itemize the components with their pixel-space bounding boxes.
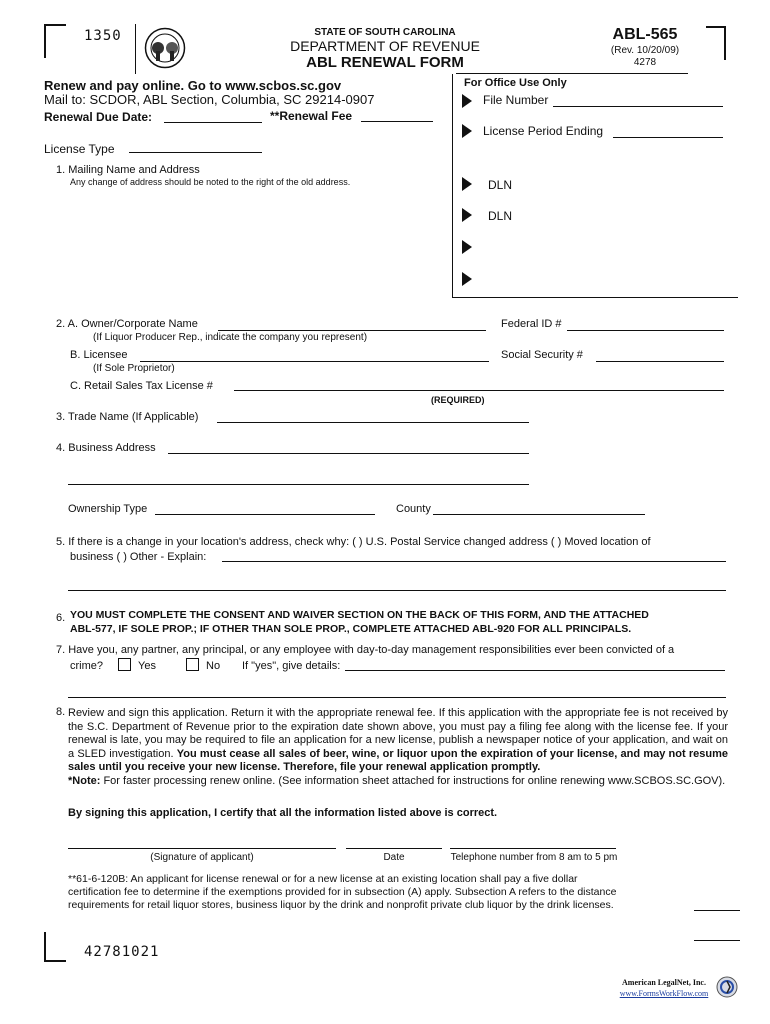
renewal-fee-label: **Renewal Fee (270, 109, 353, 123)
address-change-extra-field[interactable] (68, 590, 726, 591)
telephone-field[interactable] (450, 848, 616, 849)
details-field[interactable] (345, 670, 725, 671)
dln2-arrow-icon (462, 208, 472, 222)
revision-date: (Rev. 10/20/09) (610, 45, 680, 56)
county-label: County (396, 503, 431, 515)
business-address-field[interactable] (168, 453, 529, 454)
details-field-2[interactable] (68, 697, 726, 698)
section8-bold-text: You must cease all sales of beer, wine, or liquor upon the expiration of your license, and may not resume sales until you receive your new license. Therefore, file your renewal application promptly. (68, 747, 729, 774)
no-label: No (206, 660, 221, 672)
publisher-url: www.FormsWorkFlow.com (619, 989, 709, 998)
corner-mark-top-left (44, 24, 66, 58)
retail-tax-field[interactable] (234, 390, 724, 391)
mail-to-text: Mail to: SCDOR, ABL Section, Columbia, SC 29214-0907 (44, 92, 375, 107)
file-number-arrow-icon (462, 94, 472, 108)
corner-mark-top-right (706, 26, 726, 60)
trade-name-field[interactable] (217, 422, 529, 423)
mailing-label: 1. Mailing Name and Address (56, 164, 200, 176)
section6-number: 6. (56, 612, 66, 624)
file-number-field[interactable] (553, 106, 723, 107)
business-address-label: 4. Business Address (56, 442, 156, 454)
ssn-field[interactable] (596, 361, 724, 362)
no-checkbox[interactable] (186, 658, 199, 671)
signature-label: (Signature of applicant) (150, 852, 254, 863)
renew-online-text: Renew and pay online. Go to www.scbos.sc.gov (44, 78, 342, 93)
licensee-field[interactable] (140, 361, 489, 362)
retail-tax-label: C. Retail Sales Tax License # (70, 380, 213, 392)
address-change-explain-field[interactable] (222, 561, 726, 562)
trade-name-label: 3. Trade Name (If Applicable) (56, 411, 199, 423)
form-title: ABL RENEWAL FORM (306, 54, 464, 71)
publisher-logo-icon (716, 976, 738, 998)
county-field[interactable] (433, 514, 645, 515)
section8-text: Review and sign this application. Return it with the appropriate renewal fee. If this application with the appropriate fee is not received by the S.C. Department of Revenue prior to the expiration date shown above, you must pay a filing fee along with the license fee. If your renewal is late, you may be required to file an application for a new license, publish a newspaper notice of your application, and wait on a SLED investigation. (68, 707, 728, 760)
date-field[interactable] (346, 848, 442, 849)
department-name: DEPARTMENT OF REVENUE (290, 38, 480, 54)
note-text: For faster processing renew online. (See information sheet attached for instructions for online renewing www.SCBOS.SC.GOV). (103, 774, 726, 787)
ownership-type-field[interactable] (155, 514, 375, 515)
required-note: (REQUIRED) (431, 395, 485, 405)
dln2-label: DLN (488, 209, 513, 223)
renewal-due-date-field[interactable] (164, 122, 262, 123)
office-use-box (452, 74, 453, 298)
state-seal-icon (144, 27, 186, 69)
blank-arrow-icon-1 (462, 240, 472, 254)
license-type-label: License Type (44, 142, 115, 156)
publisher-company: American LegalNet, Inc. (622, 978, 706, 987)
ssn-label: Social Security # (501, 349, 583, 361)
owner-name-note: (If Liquor Producer Rep., indicate the company you represent) (93, 332, 368, 343)
dln1-label: DLN (488, 178, 513, 192)
signature-field[interactable] (68, 848, 336, 849)
details-label: If "yes", give details: (242, 660, 341, 672)
licensee-label: B. Licensee (70, 349, 128, 361)
date-label: Date (383, 852, 405, 863)
telephone-label: Telephone number from 8 am to 5 pm (450, 852, 618, 863)
owner-name-field[interactable] (218, 330, 486, 331)
section8-number: 8. (56, 706, 66, 718)
renewal-due-date-label: Renewal Due Date: (44, 110, 153, 124)
address-change-text: 5. If there is a change in your location's address, check why: ( ) U.S. Postal Service changed address ( ) Moved location of (56, 536, 651, 548)
license-period-label: License Period Ending (483, 124, 604, 138)
corner-mark-right-2 (694, 940, 740, 941)
owner-name-label: 2. A. Owner/Corporate Name (56, 318, 198, 330)
license-period-field[interactable] (613, 137, 723, 138)
header-divider (135, 24, 136, 74)
office-use-box-bottom (452, 297, 738, 298)
renewal-fee-field[interactable] (361, 121, 433, 122)
dln1-arrow-icon (462, 177, 472, 191)
consent-waiver-text-1: YOU MUST COMPLETE THE CONSENT AND WAIVER SECTION ON THE BACK OF THIS FORM, AND THE ATTACHED (70, 609, 649, 621)
mailing-note: Any change of address should be noted to the right of the old address. (70, 177, 351, 187)
ownership-type-label: Ownership Type (68, 503, 148, 515)
licensee-note: (If Sole Proprietor) (93, 363, 175, 374)
footnote: **61-6-120B: An applicant for license renewal or for a new license at an existing location shall pay a five dollar certification fee to determine if the exemptions provided for in subsection (A) apply. Subsection A refers to the distance requirements for retail liquor stores, business liquor by the drink and nonprofit private club liquor by the drink licenses. (68, 873, 617, 911)
form-id: ABL-565 (612, 26, 678, 43)
blank-arrow-icon-2 (462, 272, 472, 286)
header-underline (456, 73, 688, 74)
federal-id-label: Federal ID # (501, 318, 562, 330)
form-code: 1350 (84, 28, 122, 44)
barcode-number: 42781021 (84, 944, 160, 960)
corner-mark-bottom-left (44, 932, 66, 962)
business-address-field-2[interactable] (68, 484, 529, 485)
file-number-label: File Number (483, 93, 549, 107)
license-period-arrow-icon (462, 124, 472, 138)
note-label: *Note: (68, 774, 101, 787)
certify-statement: By signing this application, I certify that all the information listed above is correct. (68, 807, 498, 819)
office-use-title: For Office Use Only (464, 77, 567, 89)
form-number: 4278 (633, 57, 657, 68)
yes-label: Yes (138, 660, 156, 672)
license-type-field[interactable] (129, 152, 262, 153)
state-name: STATE OF SOUTH CAROLINA (314, 27, 456, 38)
conviction-question: 7. Have you, any partner, any principal, or any employee with day-to-day management responsibilities ever been convicted of a (56, 644, 675, 656)
consent-waiver-text-2: ABL-577, IF SOLE PROP.; IF OTHER THAN SOLE PROP., COMPLETE ATTACHED ABL-920 FOR ALL PRINCIPALS. (70, 623, 632, 635)
yes-checkbox[interactable] (118, 658, 131, 671)
section8-paragraph (68, 707, 728, 789)
crime-label: crime? (70, 660, 104, 672)
corner-mark-right-1 (694, 910, 740, 911)
address-change-explain: business ( ) Other - Explain: (70, 551, 207, 563)
federal-id-field[interactable] (567, 330, 724, 331)
